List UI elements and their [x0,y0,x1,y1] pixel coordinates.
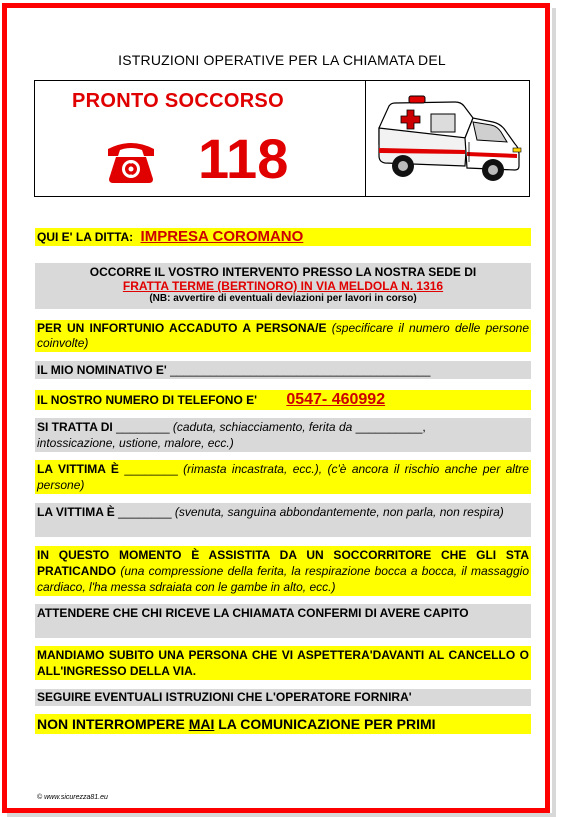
send-person-row: MANDIAMO SUBITO UNA PERSONA CHE VI ASPETTERA'DAVANTI AL CANCELLO O ALL'INGRESSO DELLA VIA. [37,648,529,678]
victim-state-hint: (rimasta incastrata, ecc.), (c'è ancora il rischio anche per altre persone) [37,462,529,492]
caller-name-row [35,361,531,379]
site-block [35,263,531,309]
victim-state-label: LA VITTIMA È [37,462,119,476]
follow-instructions-row: SEGUIRE EVENTUALI ISTRUZIONI CHE L'OPERATORE FORNIRA' [35,689,531,706]
caller-name-blank: _______________________________________ [170,363,431,377]
victim-state-row [35,460,531,494]
final-warning-after: LA COMUNICAZIONE PER PRIMI [214,716,436,732]
caller-name-label: IL MIO NOMINATIVO E' [37,363,167,377]
injury-type-hint: (caduta, schiacciamento, ferita da [172,420,353,434]
phone-label: IL NOSTRO NUMERO DI TELEFONO E' [37,393,257,407]
victim-condition-label: LA VITTIMA È [37,505,115,519]
final-warning-row [35,714,531,734]
emergency-number: 118 [198,127,289,190]
victim-condition-blank: ________ [118,505,172,519]
rescuer-label: IN QUESTO MOMENTO È ASSISTITA DA UN SOCCORRITORE CHE GLI STA PRATICANDO [37,548,529,578]
company-label: QUI E' LA DITTA: [37,230,134,244]
victim-state-blank: ________ [124,462,178,476]
footer-copyright: © www.sicurezza81.eu [37,794,108,801]
company-row [35,228,531,246]
victim-condition-row [35,503,531,537]
rescuer-row [35,546,531,596]
victim-condition-hint: (svenuta, sanguina abbondantemente, non parla, non respira) [174,505,504,519]
site-line: OCCORRE IL VOSTRO INTERVENTO PRESSO LA NOSTRA SEDE DI [89,265,477,279]
telephone-icon [104,139,158,185]
injury-type-row [35,418,531,452]
injury-type-hint2: intossicazione, ustione, malore, ecc.) [37,436,234,450]
injury-label: PER UN INFORTUNIO ACCADUTO A PERSONA/E [37,321,327,335]
injury-type-label: SI TRATTA DI [37,420,113,434]
rescuer-hint: (una compressione della ferita, la respirazione bocca a bocca, il massaggio cardiaco, l'ha messa sdraiata con le gambe in alto, ecc.) [37,564,529,594]
phone-value: 0547- 460992 [286,391,386,408]
company-value: IMPRESA COROMANO [140,228,304,245]
injury-type-blank: ________ [116,420,170,434]
border-shadow-bottom [7,813,556,817]
border-shadow-right [552,8,556,817]
site-address: FRATTA TERME (BERTINORO) IN VIA MELDOLA N. 1316 [122,279,444,293]
injury-row [35,320,531,352]
service-name: PRONTO SOCCORSO [72,90,284,112]
site-note: (NB: avvertire di eventuali deviazioni per lavori in corso) [149,293,417,304]
final-warning-emphasis: MAI [188,716,215,732]
injury-type-blank2: __________, [355,420,426,434]
phone-row [35,390,531,410]
document-title: ISTRUZIONI OPERATIVE PER LA CHIAMATA DEL [118,52,446,68]
ambulance-icon [369,92,527,184]
wait-confirm-row: ATTENDERE CHE CHI RICEVE LA CHIAMATA CONFERMI DI AVERE CAPITO [35,604,531,638]
injury-hint: (specificare il numero delle persone coinvolte) [37,321,529,350]
final-warning-before: NON INTERROMPERE [37,716,189,732]
